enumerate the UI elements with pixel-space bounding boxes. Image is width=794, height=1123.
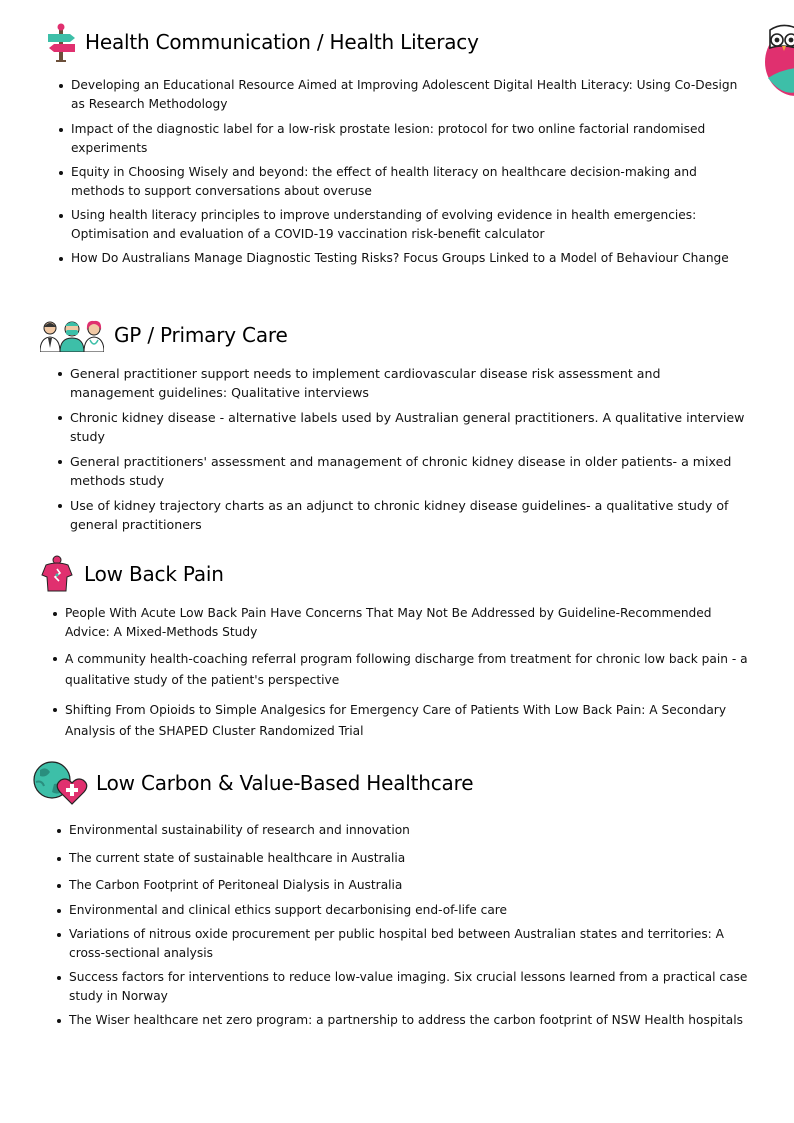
list-item: Using health literacy principles to improve understanding of evolving evidence in health emergencies: Optimisation and evaluation of a COVID-19 vaccination risk-benefit calculator	[59, 206, 749, 244]
list-item: Shifting From Opioids to Simple Analgesics for Emergency Care of Patients With Low Back Pain: A Secondary Analysis of the SHAPED Cluster Randomized Trial	[53, 700, 753, 742]
list-item: General practitioners' assessment and management of chronic kidney disease in older patients- a mixed methods study	[58, 452, 748, 490]
list-item: Impact of the diagnostic label for a low-risk prostate lesion: protocol for two online factorial randomised experiments	[59, 120, 749, 158]
section-title: Low Back Pain	[84, 562, 224, 586]
list-item: Equity in Choosing Wisely and beyond: the effect of health literacy on healthcare decision-making and methods to support conversations about overuse	[59, 163, 749, 201]
list-item: Environmental sustainability of research and innovation	[57, 821, 757, 840]
back-pain-icon	[38, 555, 76, 593]
list-item: Chronic kidney disease - alternative labels used by Australian general practitioners. A qualitative interview study	[58, 408, 748, 446]
list-item: Developing an Educational Resource Aimed at Improving Adolescent Digital Health Literacy: Using Co-Design as Research Methodology	[59, 76, 749, 114]
section-heading	[32, 760, 473, 806]
section-title: Low Carbon & Value-Based Healthcare	[96, 771, 474, 795]
list-item: The Wiser healthcare net zero program: a partnership to address the carbon footprint of NSW Health hospitals	[57, 1011, 757, 1030]
publication-list	[57, 821, 757, 1030]
section-title: GP / Primary Care	[114, 323, 288, 347]
list-item: A community health-coaching referral program following discharge from treatment for chronic low back pain - a qualitative study of the patient's perspective	[53, 649, 753, 691]
doctors-group-icon	[40, 318, 104, 352]
list-item: Environmental and clinical ethics support decarbonising end-of-life care	[57, 901, 757, 920]
list-item: Use of kidney trajectory charts as an adjunct to chronic kidney disease guidelines- a qualitative study of general practitioners	[58, 496, 748, 534]
publication-list	[53, 604, 753, 742]
publication-list	[59, 76, 749, 268]
list-item: Variations of nitrous oxide procurement per public hospital bed between Australian states and territories: A cross-sectional analysis	[57, 925, 757, 963]
globe-heart-icon	[32, 760, 88, 806]
list-item: The current state of sustainable healthcare in Australia	[57, 849, 757, 868]
owl-logo-icon	[762, 18, 794, 96]
signpost-icon	[46, 22, 78, 62]
list-item: People With Acute Low Back Pain Have Concerns That May Not Be Addressed by Guideline-Recommended Advice: A Mixed-Methods Study	[53, 604, 753, 642]
list-item: Success factors for interventions to reduce low-value imaging. Six crucial lessons learned from a practical case study in Norway	[57, 968, 757, 1006]
list-item: How Do Australians Manage Diagnostic Testing Risks? Focus Groups Linked to a Model of Behaviour Change	[59, 249, 749, 268]
section-heading	[46, 22, 479, 62]
list-item: The Carbon Footprint of Peritoneal Dialysis in Australia	[57, 876, 757, 895]
section-heading	[40, 318, 288, 352]
section-title: Health Communication / Health Literacy	[85, 30, 479, 54]
publication-list	[58, 364, 748, 534]
list-item: General practitioner support needs to implement cardiovascular disease risk assessment and management guidelines: Qualitative interviews	[58, 364, 748, 402]
section-heading	[38, 555, 224, 593]
